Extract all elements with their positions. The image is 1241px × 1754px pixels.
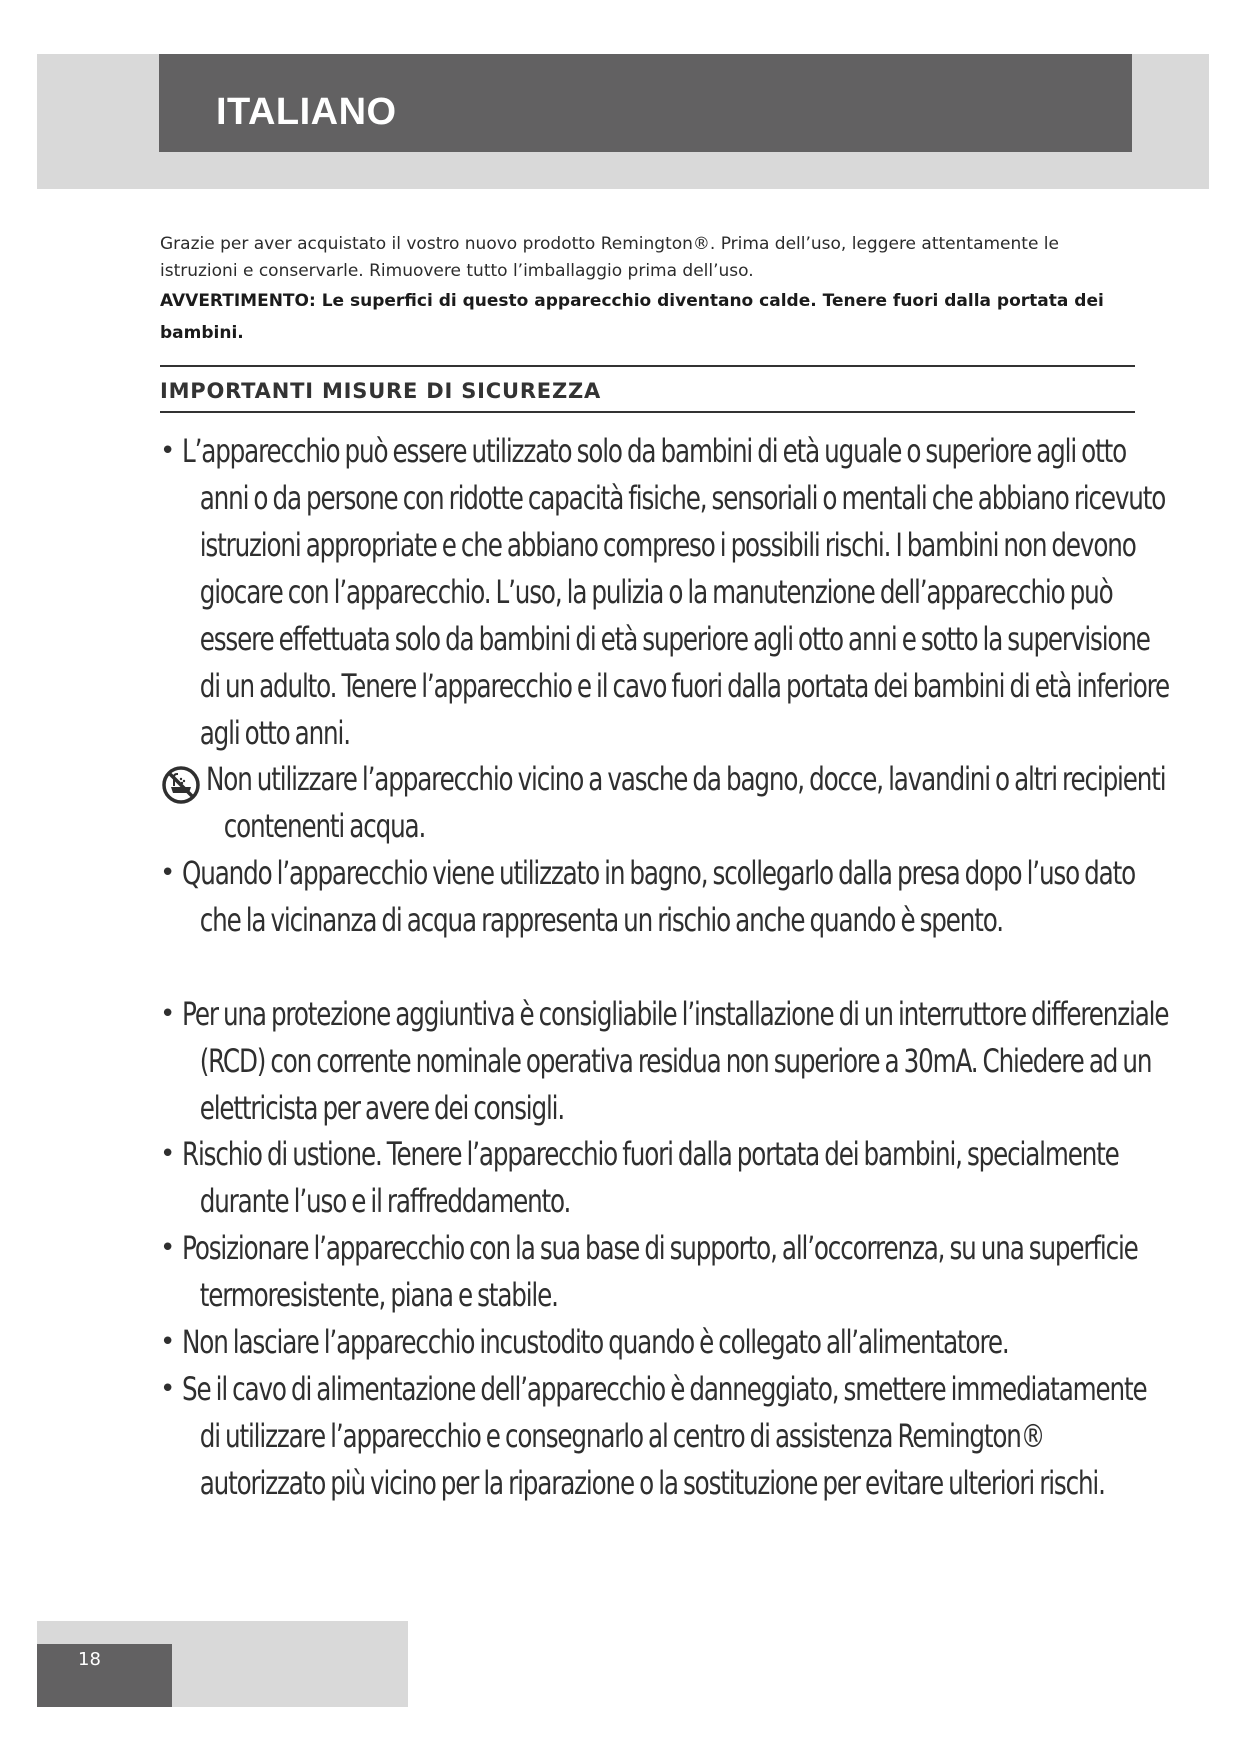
safety-item — [160, 850, 1150, 944]
safety-item — [160, 428, 1170, 757]
language-title: ITALIANO — [216, 91, 397, 133]
bullet: • — [160, 1327, 176, 1357]
safety-item — [160, 1225, 1150, 1319]
safety-item-text: Rischio di ustione. Tenere l’apparecchio fuori dalla portata dei bambini, specialmente durante l’uso e il raffreddamento. — [182, 1135, 1119, 1220]
safety-item — [160, 1131, 1150, 1225]
bullet: • — [160, 1139, 176, 1169]
safety-item-text: Non lasciare l’apparecchio incustodito quando è collegato all’alimentatore. — [182, 1323, 1009, 1361]
safety-item-text: Posizionare l’apparecchio con la sua base di supporto, all’occorrenza, su una superficie termoresistente, piana e stabile. — [182, 1229, 1138, 1314]
bullet: • — [160, 858, 176, 888]
safety-item-text: Quando l’apparecchio viene utilizzato in bagno, scollegarlo dalla presa dopo l’uso dato che la vicinanza di acqua rappresenta un rischio anche quando è spento. — [182, 854, 1136, 939]
section-title: IMPORTANTI MISURE DI SICUREZZA — [160, 379, 602, 403]
bullet: • — [160, 1374, 176, 1404]
warning-text: AVVERTIMENTO: Le superfici di questo apparecchio diventano calde. Tenere fuori dalla portata dei bambini. — [160, 291, 1104, 343]
bullet: • — [160, 436, 176, 466]
footer-tab — [37, 1644, 172, 1707]
intro-text: Grazie per aver acquistato il vostro nuovo prodotto Remington®. Prima dell’uso, leggere attentamente le istruzioni e conservarle. Rimuovere tutto l’imballaggio prima dell’uso. — [160, 234, 1059, 281]
bullet: • — [160, 1233, 176, 1263]
safety-item-text: Non utilizzare l’apparecchio vicino a vasche da bagno, docce, lavandini o altri recipienti contenenti acqua. — [206, 760, 1166, 845]
section-rule-top — [160, 365, 1135, 367]
safety-item-text: Per una protezione aggiuntiva è consigliabile l’installazione di un interruttore differenziale (RCD) con corrente nominale operativa residua non superiore a 30mA. Chiedere ad un elettricista per avere dei consigli. — [182, 995, 1169, 1127]
page-number: 18 — [78, 1649, 101, 1670]
section-rule-bottom — [160, 411, 1135, 413]
safety-item — [160, 756, 1166, 850]
bullet: • — [160, 999, 176, 1029]
safety-item — [160, 991, 1169, 1132]
safety-item-text: L’apparecchio può essere utilizzato solo da bambini di età uguale o superiore agli otto anni o da persone con ridotte capacità fisiche, sensoriali o mentali che abbiano ricevuto istruzioni appropriate e che abbiano compreso i possibili rischi. I bambini non devono giocare con l’apparecchio. L’uso, la pulizia o la manutenzione dell’apparecchio può essere effettuata solo da bambini di età superiore agli otto anni e sotto la supervisione di un adulto. Tenere l’apparecchio e il cavo fuori dalla portata dei bambini di età inferiore agli otto anni. — [182, 432, 1170, 752]
no-bathtub-icon — [161, 765, 201, 805]
safety-item-text: Se il cavo di alimentazione dell’apparecchio è danneggiato, smettere immediatamente di utilizzare l’apparecchio e consegnarlo al centro di assistenza Remington® autorizzato più vicino per la riparazione o la sostituzione per evitare ulteriori rischi. — [182, 1370, 1147, 1502]
safety-item — [160, 1366, 1150, 1507]
safety-item — [160, 1319, 1150, 1366]
